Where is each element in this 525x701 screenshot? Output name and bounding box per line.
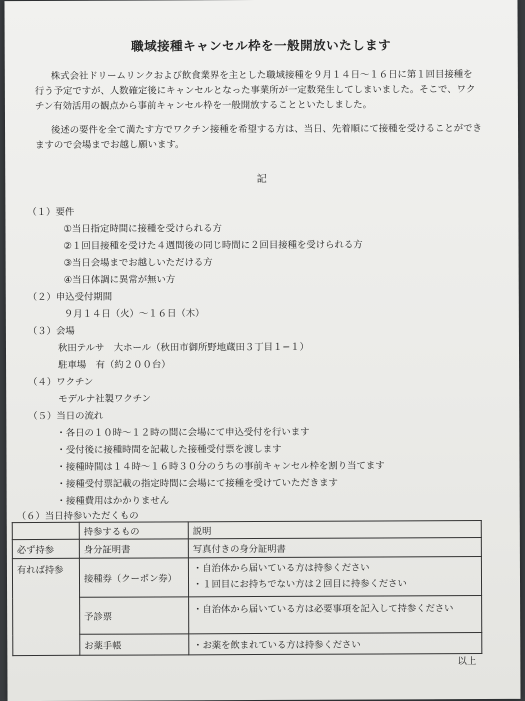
- section-6-heading: （６）当日持参いただくもの: [16, 510, 139, 523]
- requirement-item: ④当日体調に異常が無い方: [63, 274, 176, 286]
- table-row: [13, 633, 482, 656]
- description-line: ・自治体から届いている方は持参ください: [192, 562, 370, 575]
- intro-paragraph-2: [35, 121, 482, 153]
- requirement-item: ②１回目接種を受けた４週間後の同じ時間に２回目接種を受けられる方: [63, 239, 363, 252]
- description-line: ・１回目にお持ちでない方は２回目に持参ください: [192, 578, 407, 591]
- description-line: 写真付きの身分証明書: [192, 543, 286, 556]
- description-line: ・自治体から届いている方は必要事項を記入して持参ください: [193, 603, 454, 616]
- document-title: 職域接種キャンセル枠を一般開放いたします: [131, 37, 392, 54]
- item-cell: お薬手帳: [80, 634, 189, 655]
- intro-line: 行う予定ですが、人数確定後にキャンセルとなった事業所が一定数発生してしまいました。そこで、ワク: [34, 84, 476, 97]
- section-3-heading: （３）会場: [27, 325, 75, 338]
- requirement-item: ①当日指定時間に接種を受けられる方: [63, 223, 222, 235]
- item-cell: 予診票: [80, 597, 189, 634]
- table-header-cell: [12, 522, 79, 539]
- description-cell: [189, 596, 482, 634]
- intro-paragraph-1: [35, 67, 476, 114]
- application-period: ９月１４日（火）〜１６日（木）: [63, 308, 205, 320]
- document-page: [4, 0, 520, 701]
- venue-text: 秋田テルサ 大ホール（秋田市御所野地蔵田３丁目１−１）: [57, 341, 309, 354]
- section-4-heading: （４）ワクチン: [28, 376, 94, 389]
- parking-text: 駐車場 有（約２００台）: [58, 359, 171, 371]
- requirement-item: ③当日会場までお越しいただける方: [63, 257, 213, 269]
- table-header-row: [12, 521, 481, 540]
- flow-item: ・受付後に接種時間を記載した接種受付票を渡します: [56, 443, 282, 456]
- item-cell: 身分証明書: [79, 539, 188, 558]
- closing-text: 以上: [457, 656, 477, 668]
- intro-line: 株式会社ドリームリンクおよび飲食業界を主とした職域接種を９月１４日〜１６日に第１回目接種を: [50, 69, 473, 82]
- table-header-cell: 持参するもの: [79, 522, 188, 539]
- table-row: [12, 538, 481, 559]
- description-cell: [189, 633, 482, 655]
- ki-heading: 記: [256, 173, 267, 186]
- flow-item: ・各日の１０時〜１２時の間に会場にて申込受付を行います: [56, 426, 310, 439]
- category-cell: 有れば持参: [12, 558, 79, 655]
- items-table: [12, 520, 483, 656]
- table-row: [13, 596, 482, 635]
- intro-line: 後述の要件を全て満たす方でワクチン接種を希望する方は、当日、先着順にて接種を受けることができ: [51, 123, 482, 136]
- description-cell: [188, 557, 481, 597]
- flow-item: ・接種受付票記載の指定時間に会場にて接種を受けていただきます: [56, 477, 338, 490]
- description-line: ・お薬を飲まれている方は持参ください: [193, 639, 361, 652]
- section-5-heading: （５）当日の流れ: [28, 410, 104, 423]
- flow-item: ・接種時間は１４時〜１６時３０分のうちの事前キャンセル枠を割り当てます: [56, 460, 385, 473]
- section-1-heading: （１）要件: [27, 206, 75, 219]
- intro-line: チン有効活用の観点から事前キャンセル枠を一般開放することといたしました。: [34, 99, 373, 112]
- section-2-heading: （２）申込受付期間: [27, 291, 113, 304]
- item-cell: 接種券（クーポン券）: [79, 558, 188, 597]
- table-row: [12, 557, 481, 598]
- description-cell: [188, 538, 481, 558]
- table-header-cell: 説明: [188, 521, 481, 539]
- flow-item: ・接種費用はかかりません: [56, 495, 170, 507]
- category-cell: 必ず持参: [12, 539, 79, 558]
- intro-line: ますので会場までお越し願います。: [35, 139, 185, 151]
- vaccine-text: モデルナ社製ワクチン: [58, 393, 152, 405]
